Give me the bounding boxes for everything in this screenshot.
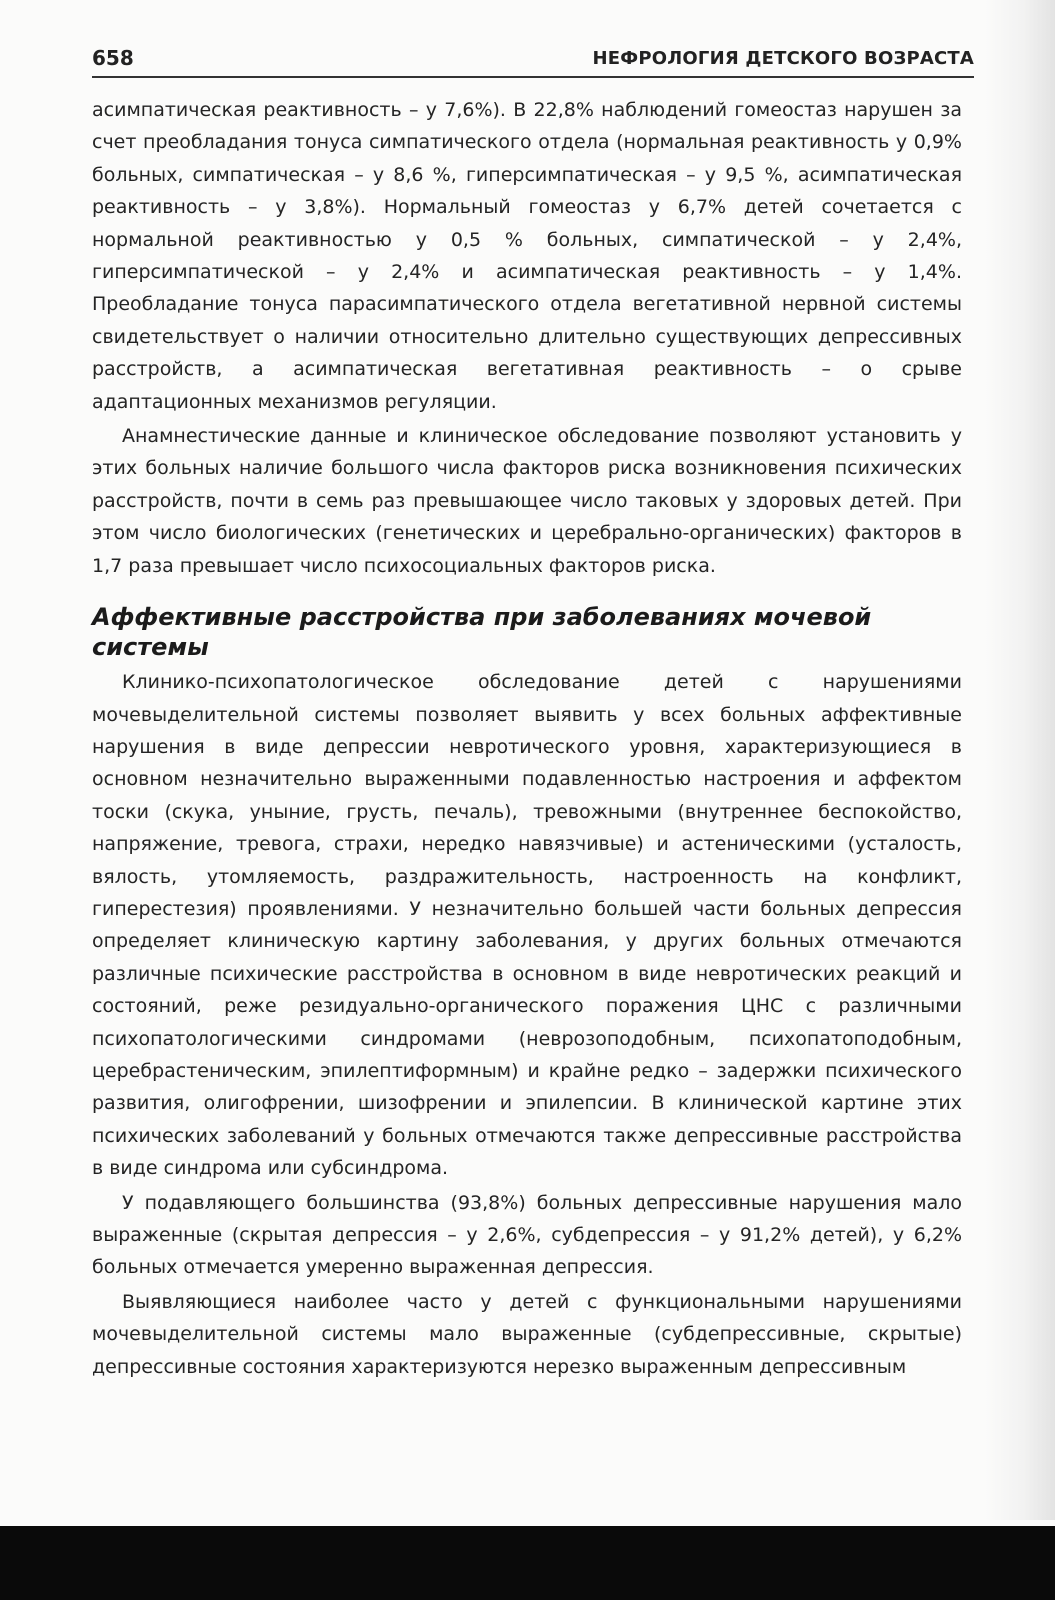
page-body bbox=[92, 94, 962, 1385]
header-rule bbox=[92, 76, 974, 78]
page-header bbox=[92, 42, 974, 80]
paragraph-majority: У подавляющего большинства (93,8%) больных депрессивные нарушения мало выраженные (скрытая депрессия – у 2,6%, субдепрессия – у 91,2% детей), у 6,2% больных отмечается умеренно выраженная депрессия. bbox=[92, 1191, 962, 1279]
section-title: Аффективные расстройства при заболеваниях мочевой системы bbox=[92, 603, 872, 662]
paragraph-functional: Выявляющиеся наиболее часто у детей с функциональными нарушениями мочевыделительной системы мало выраженные (субдепрессивные, скрытые) депрессивные состояния характеризуются нерезко выраженным депрессивным bbox=[92, 1290, 962, 1378]
page-edge-shadow bbox=[985, 0, 1055, 1520]
scan-bottom-band bbox=[0, 1526, 1055, 1600]
running-head: НЕФРОЛОГИЯ ДЕТСКОГО ВОЗРАСТА bbox=[592, 48, 974, 69]
paragraph-continued: асимпатическая реактивность – у 7,6%). В 22,8% наблюдений гомеостаз нарушен за счет преобладания тонуса симпатического отдела (нормальная реактивность у 0,9% больных, симпатическая – у 8,6 %, гиперсимпатическая – у 9,5 %, асимпатическая реактивность – у 3,8%). Нормальный гомеостаз у 6,7% детей сочетается с нормальной реактивностью у 0,5 % больных, симпатической – у 2,4%, гиперсимпатической – у 2,4% и асимпатическая реактивность – у 1,4%. Преобладание тонуса парасимпатического отдела вегетативной нервной системы свидетельствует о наличии относительно длительно существующих депрессивных расстройств, а асимпатическая вегетативная реактивность – о срыве адаптационных механизмов регуляции. bbox=[92, 99, 962, 413]
paragraph-clinical-exam: Клинико-психопатологическое обследование детей с нарушениями мочевыделительной системы позволяет выявить у всех больных аффективные нарушения в виде депрессии невротического уровня, характеризующиеся в основном незначительно выраженными подавленностью настроения и аффектом тоски (скука, уныние, грусть, печаль), тревожными (внутреннее беспокойство, напряжение, тревога, страхи, нередко навязчивые) и астеническими (усталость, вялость, утомляемость, раздражительность, настроенность на конфликт, гиперестезия) проявлениями. У незначительно большей части больных депрессия определяет клиническую картину заболевания, у других больных отмечаются различные психические расстройства в основном в виде невротических реакций и состояний, реже резидуально-органического поражения ЦНС с различными психопатологическими синдромами (неврозоподобным, психопатоподобным, церебрастеническим, эпилептиформным) и крайне редко – задержки психического развития, олигофрении, шизофрении и эпилепсии. В клинической картине этих психических заболеваний у больных отмечаются также депрессивные расстройства в виде синдрома или субсиндрома. bbox=[92, 671, 962, 1180]
paragraph-anamnesis: Анамнестические данные и клиническое обследование позволяют установить у этих больных наличие большого числа факторов риска возникновения психических расстройств, почти в семь раз превышающее число таковых у здоровых детей. При этом число биологических (генетических и церебрально-органических) факторов в 1,7 раза превышает число психосоциальных факторов риска. bbox=[92, 425, 962, 577]
page-number: 658 bbox=[92, 46, 134, 70]
